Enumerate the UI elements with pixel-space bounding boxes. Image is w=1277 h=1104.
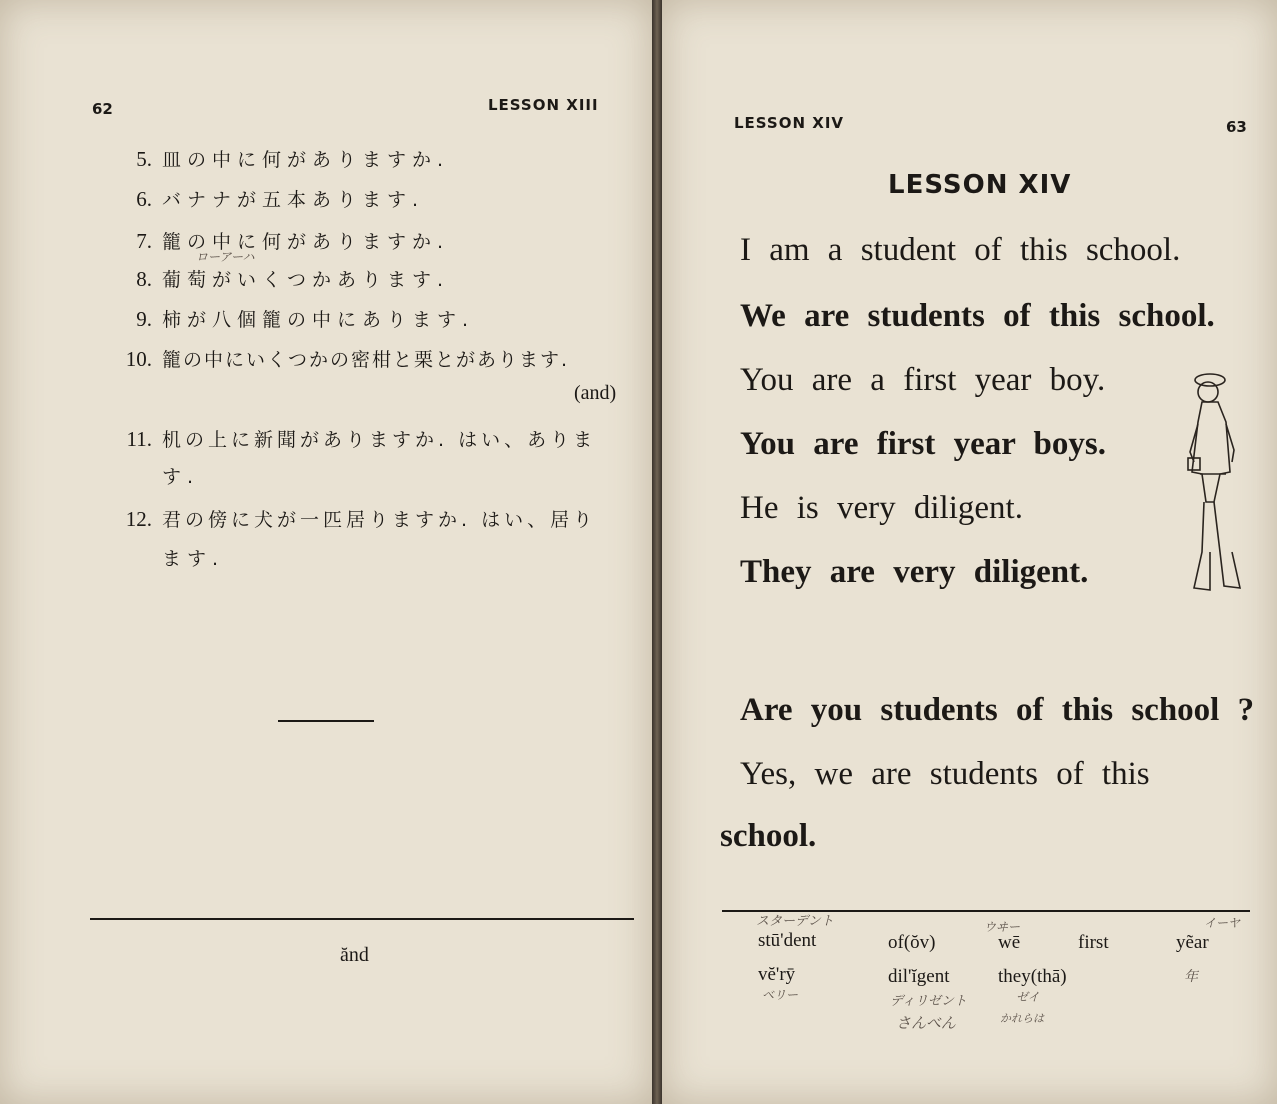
running-head-right: LESSON XIV: [734, 114, 845, 132]
answer-sentence-cont: school.: [720, 818, 817, 854]
exercise-item: 7. 籠の中に何がありますか.: [136, 229, 450, 253]
vocab-word: vĕ'rȳ: [758, 964, 796, 985]
vocab-word: of(ŏv): [888, 932, 936, 953]
vocab-word: yẽar: [1176, 932, 1209, 953]
vocab-word: they(thā): [998, 966, 1067, 987]
sentence: You are a first year boy.: [740, 362, 1106, 398]
vocab-word: wē: [998, 932, 1021, 953]
sentence: He is very diligent.: [740, 490, 1023, 526]
handwritten-note: ウヰー: [984, 920, 1021, 934]
sentence: I am a student of this school.: [740, 232, 1181, 268]
exercise-item: 12. 君の傍に犬が一匹居りますか. はい、居り: [125, 507, 597, 531]
sentence: They are very diligent.: [740, 554, 1089, 590]
lesson-title: LESSON XIV: [888, 170, 1072, 200]
vocab-word: ănd: [340, 944, 369, 966]
page-number-right: 63: [1226, 118, 1247, 136]
handwritten-note: スターデント: [756, 914, 834, 929]
footer-rule: [90, 918, 634, 920]
exercise-item: 9. 柿が八個籠の中にあります.: [136, 307, 475, 331]
exercise-item: 6. バナナが五本あります.: [136, 187, 425, 211]
handwritten-note: ゼイ: [1016, 990, 1040, 1004]
schoolboy-illustration: [1180, 362, 1250, 602]
item-continuation: す.: [162, 466, 200, 488]
section-divider: [278, 720, 374, 722]
handwritten-note: イーヤ: [1204, 916, 1241, 930]
sentence: You are first year boys.: [740, 426, 1107, 462]
handwritten-note: ディリゼント: [890, 994, 967, 1009]
vocab-word: stū'dent: [758, 930, 817, 951]
vocab-word: dil'ĭgent: [888, 966, 950, 987]
exercise-item: 11. 机の上に新聞がありますか. はい、ありま: [126, 427, 597, 451]
sentence: We are students of this school.: [740, 298, 1215, 334]
furigana-note: ローアーハ: [196, 250, 255, 264]
and-gloss: (and): [574, 382, 617, 404]
handwritten-note: かれらは: [1000, 1012, 1044, 1025]
question-sentence: Are you students of this school ?: [740, 692, 1255, 728]
running-head-left: LESSON XIII: [488, 96, 599, 114]
exercise-item: 8. 葡萄がいくつかあります.: [136, 267, 450, 291]
vocab-word: first: [1078, 932, 1109, 953]
answer-sentence: Yes, we are students of this: [740, 756, 1150, 792]
handwritten-note: 年: [1184, 969, 1198, 985]
exercise-item: 10. 籠の中にいくつかの密柑と栗とがあります.: [125, 347, 570, 371]
exercise-item: 5. 皿の中に何がありますか.: [136, 147, 450, 171]
handwritten-note: さんべん: [896, 1014, 956, 1032]
handwritten-note: ベリー: [762, 988, 799, 1002]
item-continuation: ます.: [162, 548, 225, 570]
book-gutter: [652, 0, 662, 1104]
page-number-left: 62: [92, 100, 113, 118]
